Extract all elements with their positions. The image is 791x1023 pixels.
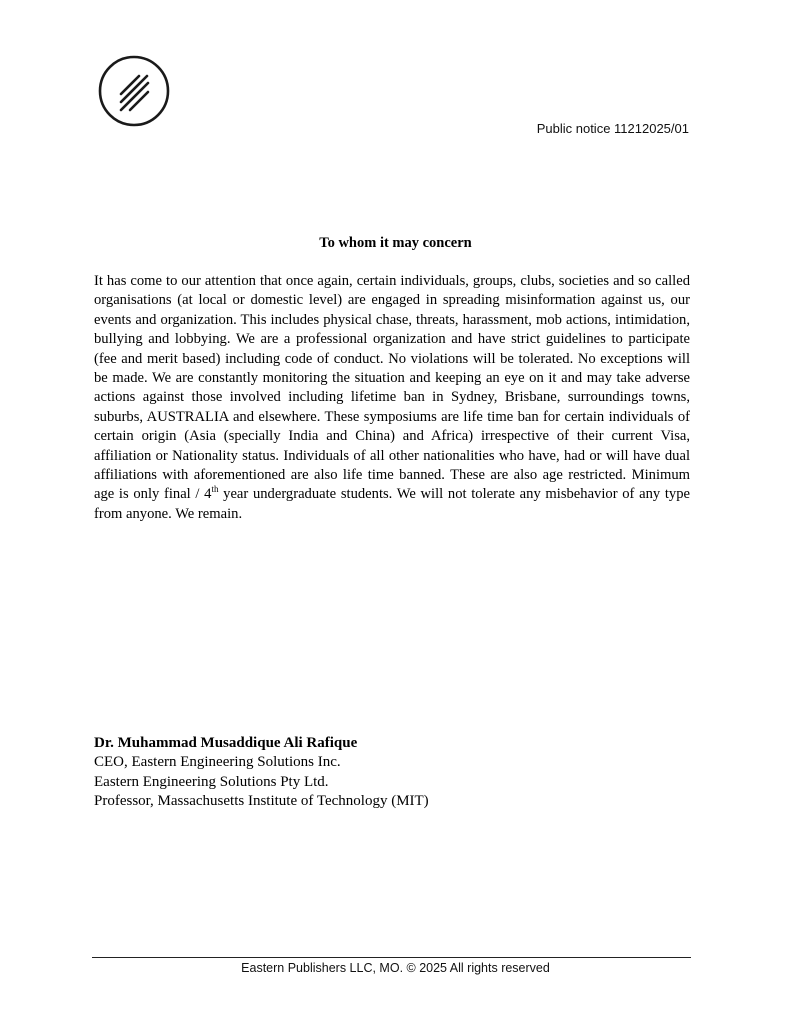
signatory-title-line: CEO, Eastern Engineering Solutions Inc. (94, 754, 341, 771)
document-title: To whom it may concern (319, 235, 472, 251)
footer-text: Eastern Publishers LLC, MO. © 2025 All rights reserved (241, 961, 550, 975)
circle-diagonal-lines-logo-icon (97, 54, 171, 128)
body-text-part2: year undergraduate students. We will not tolerate any misbehavior of any type from anyone. We remain. (94, 486, 690, 522)
signatory-name: Dr. Muhammad Musaddique Ali Rafique (94, 735, 358, 751)
signatory-title-line: Professor, Massachusetts Institute of Technology (MIT) (94, 793, 429, 810)
ordinal-superscript: th (211, 484, 219, 495)
notice-id: Public notice 11212025/01 (536, 121, 689, 136)
body-paragraph (94, 272, 690, 524)
body-text-part1: It has come to our attention that once again, certain individuals, groups, clubs, societies and so called organisations (at local or domestic level) are engaged in spreading misinformation against us, our events and organization. This includes physical chase, threats, harassment, mob actions, intimidation, bullying and lobbying. We are a professional organization and have strict guidelines to participate (fee and merit based) including code of conduct. No violations will be tolerated. No exceptions will be made. We are constantly monitoring the situation and keeping an eye on it and may take adverse actions against those involved including lifetime ban in Sydney, Brisbane, surroundings towns, suburbs, AUSTRALIA and elsewhere. These symposiums are life time ban for certain individuals of certain origin (Asia (specially India and China) and Africa) irrespective of their current Visa, affiliation or Nationality status. Individuals of all other nationalities who have, had or will have dual affiliations with aforementioned are also life time banned. These are also age restricted. Minimum age is only final / 4 (94, 273, 690, 503)
footer-divider (92, 957, 691, 958)
signatory-title-line: Eastern Engineering Solutions Pty Ltd. (94, 773, 329, 790)
signature-block (94, 734, 429, 812)
